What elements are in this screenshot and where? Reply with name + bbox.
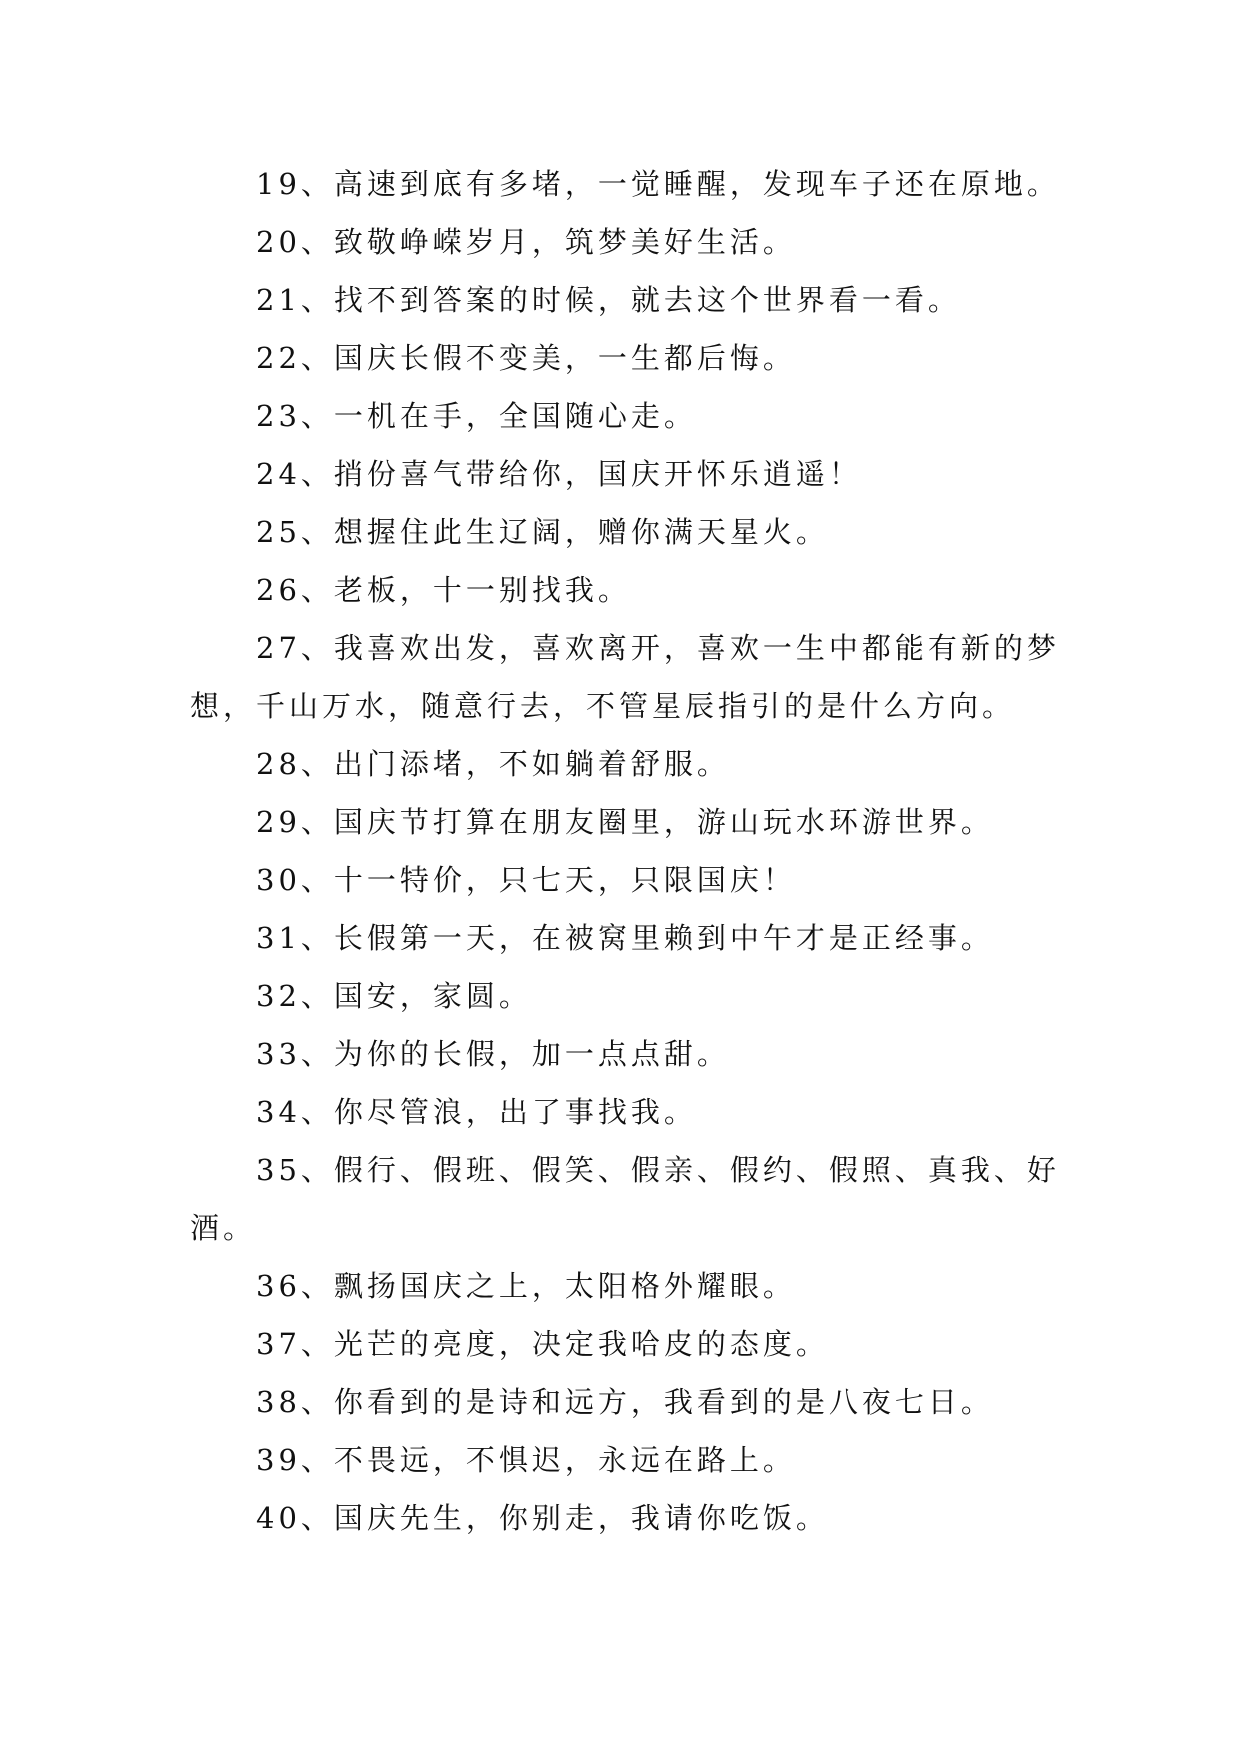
list-item: 23、一机在手，全国随心走。 bbox=[256, 399, 697, 433]
list-item: 20、致敬峥嵘岁月，筑梦美好生活。 bbox=[256, 225, 796, 259]
list-item: 22、国庆长假不变美，一生都后悔。 bbox=[256, 341, 796, 375]
list-item: 28、出门添堵，不如躺着舒服。 bbox=[256, 747, 730, 781]
list-item: 21、找不到答案的时候，就去这个世界看一看。 bbox=[256, 283, 961, 317]
list-item: 32、国安，家圆。 bbox=[256, 979, 532, 1013]
list-item: 30、十一特价，只七天，只限国庆！ bbox=[256, 863, 796, 897]
list-item: 39、不畏远，不惧迟，永远在路上。 bbox=[256, 1443, 796, 1477]
list-item: 19、高速到底有多堵，一觉睡醒，发现车子还在原地。 bbox=[256, 167, 1060, 201]
list-item: 34、你尽管浪，出了事找我。 bbox=[256, 1095, 697, 1129]
list-item: 31、长假第一天，在被窝里赖到中午才是正经事。 bbox=[256, 921, 994, 955]
list-item: 38、你看到的是诗和远方，我看到的是八夜七日。 bbox=[256, 1385, 994, 1419]
list-item: 24、捎份喜气带给你，国庆开怀乐逍遥！ bbox=[256, 457, 862, 491]
list-item: 27、我喜欢出发，喜欢离开，喜欢一生中都能有新的梦想，千山万水，随意行去，不管星辰指引的是什么方向。 bbox=[190, 631, 1060, 723]
list-item: 36、飘扬国庆之上，太阳格外耀眼。 bbox=[256, 1269, 796, 1303]
slogan-list bbox=[190, 155, 1070, 1547]
list-item: 33、为你的长假，加一点点甜。 bbox=[256, 1037, 730, 1071]
list-item: 35、假行、假班、假笑、假亲、假约、假照、真我、好酒。 bbox=[190, 1153, 1060, 1245]
list-item: 25、想握住此生辽阔，赠你满天星火。 bbox=[256, 515, 829, 549]
list-item: 26、老板，十一别找我。 bbox=[256, 573, 631, 607]
list-item: 37、光芒的亮度，决定我哈皮的态度。 bbox=[256, 1327, 829, 1361]
list-item: 40、国庆先生，你别走，我请你吃饭。 bbox=[256, 1501, 829, 1535]
list-item: 29、国庆节打算在朋友圈里，游山玩水环游世界。 bbox=[256, 805, 994, 839]
